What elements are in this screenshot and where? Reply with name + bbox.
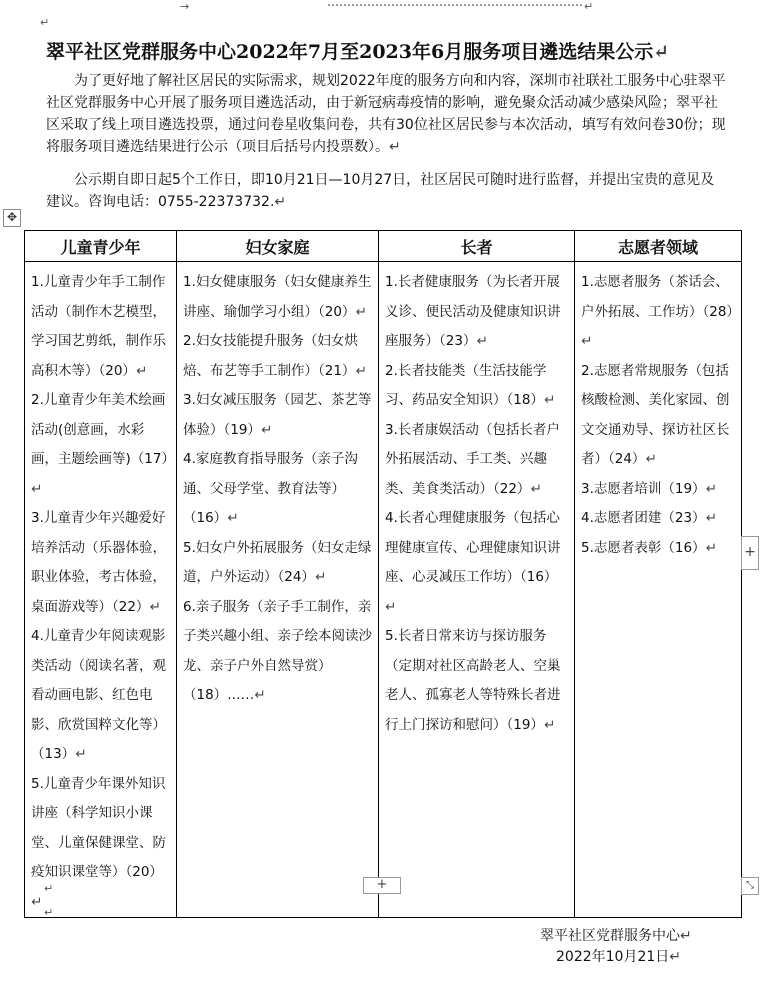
children-cell[interactable] — [25, 262, 177, 918]
add-column-button[interactable]: + — [741, 536, 759, 570]
arrow-mark: → — [180, 0, 190, 13]
list-item: 5.长者日常来访与探访服务（定期对社区高龄老人、空巢老人、孤寡老人等特殊长者进行上门探访和慰问）（19）↵ — [385, 628, 561, 733]
table-row — [25, 262, 742, 918]
volunteers-cell[interactable] — [575, 262, 742, 918]
list-item: 1.儿童青少年手工制作活动（制作木艺模型，学习国艺剪纸，制作乐高积木等）（20）↵ — [31, 274, 166, 379]
list-item: 2.妇女技能提升服务（妇女烘焙、布艺等手工制作）（21）↵ — [183, 333, 367, 379]
paragraph-mark: ↵ — [44, 906, 54, 919]
list-item: 4.家庭教育指导服务（亲子沟通、父母学堂、教育法等）（16）↵ — [183, 451, 358, 526]
paragraph-mark: ↵ — [40, 16, 50, 29]
list-item: 6.亲子服务（亲子手工制作，亲子类兴趣小组、亲子绘本阅读沙龙、亲子户外自然导赏）（18）……↵ — [183, 598, 372, 703]
list-item: 5.妇女户外拓展服务（妇女走绿道，户外运动）（24）↵ — [183, 539, 372, 585]
table-resize-icon[interactable]: ⤡ — [741, 877, 759, 895]
header-women: 妇女家庭 — [177, 231, 379, 262]
header-children: 儿童青少年 — [25, 231, 177, 262]
women-cell[interactable] — [177, 262, 379, 918]
list-item: 3.长者康娱活动（包括长者户外拓展活动、手工类、兴趣类、美食类活动）（22）↵ — [385, 421, 560, 497]
list-item: 3.儿童青少年兴趣爱好培养活动（乐器体验，职业体验，考古体验，桌面游戏等）（22）↵ — [31, 510, 166, 615]
header-elders: 长者 — [379, 231, 575, 262]
list-item: 5.志愿者表彰（16）↵ — [581, 539, 717, 556]
list-item: 2.志愿者常规服务（包括核酸检测、美化家园、创文交通劝导、探访社区长者）（24）↵ — [581, 362, 730, 467]
intro-paragraph: 为了更好地了解社区居民的实际需求，规划2022年度的服务方向和内容，深圳市社联社工服务中心驻翠平社区党群服务中心开展了服务项目遴选活动，由于新冠病毒疫情的影响，避免聚众活动减少感染风险；翠平社区采取了线上项目遴选投票，通过问卷星收集问卷，共有30位社区居民参与本次活动，填写有效问卷30份；现将服务项目遴选结果进行公示（项目后括号内投票数）。↵ — [46, 73, 726, 155]
list-item: 1.长者健康服务（为长者开展义诊、便民活动及健康知识讲座服务）（23）↵ — [385, 274, 561, 349]
list-item: 1.志愿者服务（茶话会、户外拓展、工作坊）（28）↵ — [581, 274, 740, 349]
list-item: 3.志愿者培训（19）↵ — [581, 480, 717, 497]
list-item: 3.妇女减压服务（园艺、茶艺等体验）（19）↵ — [183, 392, 372, 438]
list-item: 1.妇女健康服务（妇女健康养生讲座、瑜伽学习小组）（20）↵ — [183, 274, 372, 320]
paragraph-mark: ↵ — [44, 882, 54, 895]
service-table — [24, 230, 742, 918]
list-item: 4.志愿者团建（23）↵ — [581, 510, 717, 526]
notice-paragraph: 公示期自即日起5个工作日，即10月21日—10月27日，社区居民可随时进行监督，并提出宝贵的意见及建议。咨询电话：0755-22373732.↵ — [46, 172, 715, 210]
elders-cell[interactable] — [379, 262, 575, 918]
table-header-row — [25, 231, 742, 262]
paragraph-mark: ↵ — [584, 0, 594, 13]
table-move-handle[interactable]: ✥ — [3, 209, 21, 227]
list-item: 2.儿童青少年美术绘画活动(创意画，水彩画，主题绘画等)（17）↵ — [31, 392, 175, 497]
header-volunteers: 志愿者领域 — [575, 231, 742, 262]
list-item: 5.儿童青少年课外知识讲座（科学知识小课堂、儿童保健课堂、防疫知识课堂等）（20）↵ — [31, 775, 166, 910]
add-row-button[interactable]: + — [363, 877, 401, 894]
document-title: 翠平社区党群服务中心2022年7月至2023年6月服务项目遴选结果公示↵ — [46, 41, 670, 63]
list-item: 4.长者心理健康服务（包括心理健康宣传、心理健康知识讲座、心灵减压工作坊）（16）↵ — [385, 510, 561, 615]
signature-org: 翠平社区党群服务中心↵ — [540, 928, 692, 944]
list-item: 4.儿童青少年阅读观影类活动（阅读名著，观看动画电影、红色电影、欣赏国粹文化等）（13）↵ — [31, 628, 166, 762]
top-dotted-guide — [328, 4, 582, 6]
signature-date: 2022年10月21日↵ — [556, 949, 681, 965]
list-item: 2.长者技能类（生活技能学习、药品安全知识）（18）↵ — [385, 362, 556, 408]
